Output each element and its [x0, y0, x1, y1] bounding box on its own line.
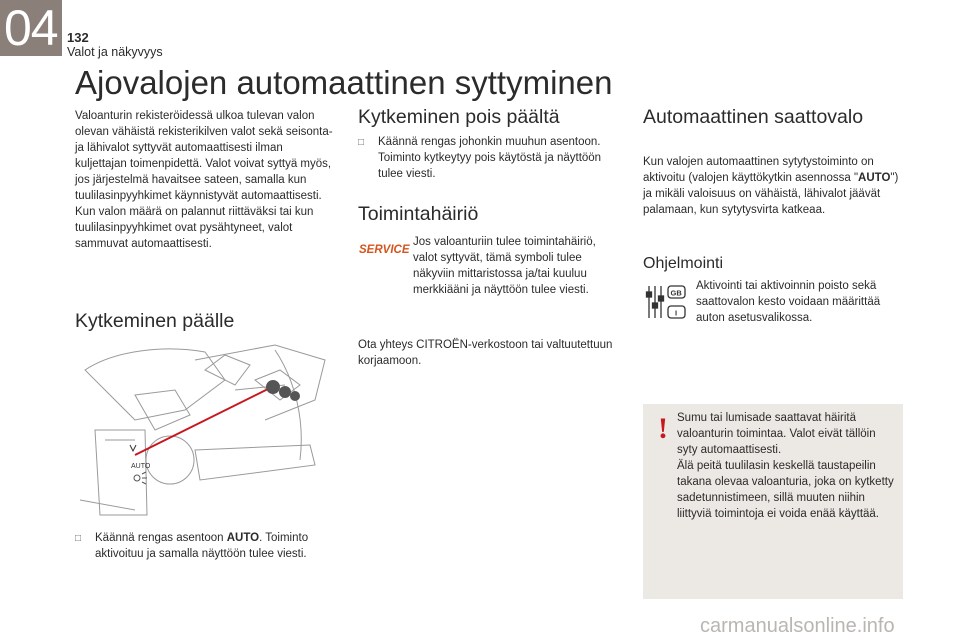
- switch-on-instruction: □ Käännä rengas asentoon AUTO. Toiminto aktivoituu ja samalla näyttöön tulee viesti.: [75, 532, 309, 560]
- language-gb-label: GB: [670, 288, 682, 298]
- malfunction-heading: Toimintahäiriö: [358, 203, 479, 225]
- switch-on-heading: Kytkeminen päälle: [75, 310, 235, 332]
- page-number: 132: [67, 30, 89, 45]
- chapter-tab: [0, 0, 62, 56]
- bullet-icon: □: [75, 533, 82, 544]
- chapter-number: 04: [4, 0, 58, 56]
- malfunction-text: Jos valoanturiin tulee toimintahäiriö, valot syttyvät, tämä symboli tulee näkyviin mittaristossa ja/tai kuuluu merkkiääni ja näyttöön tulee viesti.: [413, 236, 596, 296]
- svg-text:SERVICE: SERVICE: [359, 244, 410, 256]
- bullet-icon: □: [358, 137, 365, 148]
- warning-paragraph-2: Älä peitä tuulilasin keskellä taustapeilin takana olevaa valoanturia, joka on kytketty sadetunnistimeen, sillä muuten niihin liittyviä toimintoja ei voida enää käyttää.: [677, 460, 894, 520]
- warning-text: [677, 410, 897, 522]
- intro-paragraph-1: Valoanturin rekisteröidessä ulkoa tulevan valon olevan vähäistä rekisterikilven valot sekä seisonta- ja lähivalot syttyvät automaattisesti ilman kuljettajan toimenpidettä. Valot voivat syttyä myös, jos järjestelmä havaitsee sateen, samalla kun tuulilasinpyyhkimet käynnistyvät automaattisesti.: [75, 110, 333, 202]
- intro-paragraph-2: Kun valon määrä on palannut riittäväksi tai kun tuulilasinpyyhkimet ovat pysähtyneet, valot sammuvat automaattisesti.: [75, 206, 314, 250]
- switch-off-heading: Kytkeminen pois päältä: [358, 106, 560, 128]
- guide-me-home-heading: Automaattinen saattovalo: [643, 106, 864, 128]
- programming-text: Aktivointi tai aktivoinnin poisto sekä saattovalon kesto voidaan määrittää auton asetusvalikossa.: [696, 280, 881, 324]
- auto-keyword: AUTO: [226, 532, 260, 544]
- warning-icon: !: [658, 412, 668, 445]
- malfunction-contact: Ota yhteys CITROËN-verkostoon tai valtuutettuun korjaamoon.: [358, 339, 613, 367]
- switch-off-instruction: □ Käännä rengas johonkin muuhun asentoon. Toiminto kytkeytyy pois käytöstä ja näyttöön tulee viesti.: [358, 136, 602, 180]
- warning-box: [643, 404, 903, 599]
- settings-menu-icon: [645, 283, 687, 321]
- section-name: Valot ja näkyvyys: [67, 45, 163, 59]
- illustration-auto-label: AUTO: [131, 463, 151, 470]
- warning-paragraph-1: Sumu tai lumisade saattavat häiritä valoanturin toimintaa. Valot eivät tällöin syty automaattisesti.: [677, 412, 876, 456]
- watermark: carmanualsonline.info: [700, 615, 895, 637]
- page-title: Ajovalojen automaattinen syttyminen: [75, 64, 613, 101]
- programming-heading: Ohjelmointi: [643, 255, 724, 272]
- light-stalk-illustration: [75, 340, 337, 517]
- auto-keyword: AUTO: [858, 172, 891, 184]
- info-label: I: [675, 308, 678, 318]
- intro-text: [75, 108, 337, 252]
- guide-me-home-text: Kun valojen automaattinen sytytystoiminto on aktivoitu (valojen käyttökytkin asennossa "AUTO") ja mikäli valoisuus on vähäistä, lähivalot jäävät palamaan, kun sytytysvirta katkeaa.: [643, 156, 899, 216]
- service-warning-icon: [358, 238, 410, 258]
